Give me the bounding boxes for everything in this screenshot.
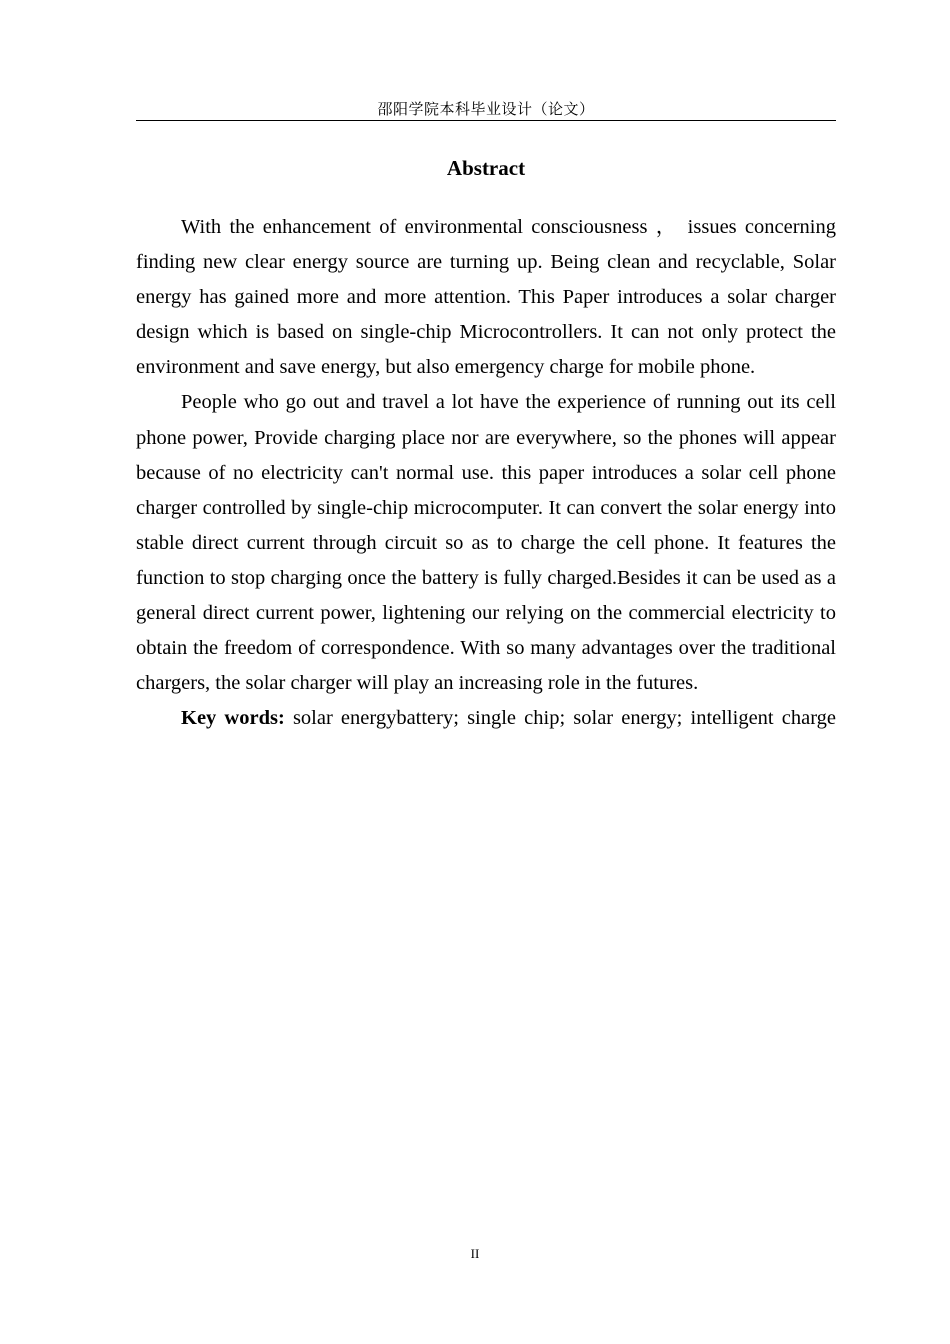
header-rule xyxy=(136,120,836,121)
abstract-paragraph-2: People who go out and travel a lot have the experience of running out its cell phone power, Provide charging place nor are everywhere, so the phones will appear because of no electricity can't normal use. this paper introduces a solar cell phone charger controlled by single-chip microcomputer. It can convert the solar energy into stable direct current through circuit so as to charge the cell phone. It features the function to stop charging once the battery is fully charged.Besides it can be used as a general direct current power, lightening our relying on the commercial electricity to obtain the freedom of correspondence. With so many advantages over the traditional chargers, the solar charger will play an increasing role in the futures. xyxy=(136,391,836,695)
keywords-line xyxy=(136,701,836,736)
page-number: II xyxy=(470,1246,480,1261)
keywords-list: solar energybattery; single chip; solar energy; intelligent charge xyxy=(292,707,837,730)
abstract-paragraph-1: With the enhancement of environmental consciousness ， issues concerning finding new clear energy source are turning up. Being clean and recyclable, Solar energy has gained more and more attention. This Paper introduces a solar charger design which is based on single-chip Microcontrollers. It can not only protect the environment and save energy, but also emergency charge for mobile phone. xyxy=(136,216,836,379)
abstract-title: Abstract xyxy=(446,156,526,180)
abstract-body xyxy=(136,210,836,736)
running-header: 邵阳学院本科毕业设计（论文） xyxy=(377,102,595,118)
keywords-label: Key words: xyxy=(181,707,285,730)
